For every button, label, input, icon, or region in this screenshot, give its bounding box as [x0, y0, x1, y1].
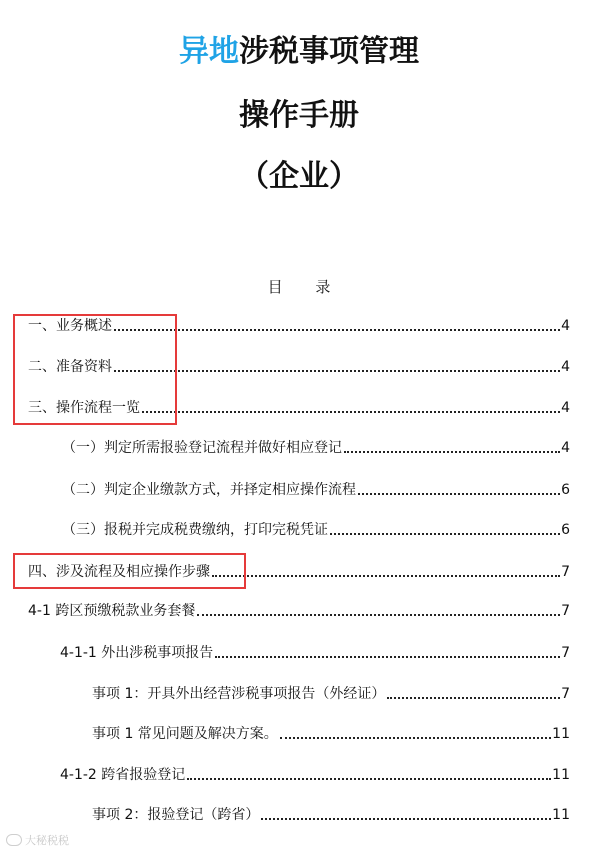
- highlight-box-section-4: [13, 553, 246, 589]
- toc-entry-label: （二）判定企业缴款方式，并择定相应操作流程: [62, 482, 356, 498]
- watermark-text: 大秘税税: [25, 834, 69, 847]
- cloud-icon: [6, 834, 22, 846]
- toc-entry[interactable]: [28, 601, 570, 621]
- toc-entry-label: 4-1-2 跨省报验登记: [60, 767, 186, 783]
- toc-entry-page: 7: [561, 645, 570, 661]
- toc-entry[interactable]: [62, 438, 570, 458]
- toc-entry-page: 4: [561, 318, 570, 334]
- toc-entry-label: 4-1-1 外出涉税事项报告: [60, 645, 214, 661]
- toc-entry-page: 11: [552, 807, 570, 823]
- toc-entry[interactable]: [62, 520, 570, 540]
- toc-entry-label: 三、操作流程一览: [28, 400, 140, 416]
- toc-entry[interactable]: [92, 684, 570, 704]
- toc-entry-page: 11: [552, 726, 570, 742]
- document-title-rest: 涉税事项管理: [239, 34, 419, 69]
- toc-leader-dots: [344, 450, 560, 453]
- toc-entry-page: 6: [561, 522, 570, 538]
- toc-heading: 目 录: [267, 278, 345, 296]
- toc-entry-page: 7: [561, 603, 570, 619]
- toc-leader-dots: [330, 532, 560, 535]
- watermark: [6, 832, 69, 848]
- toc-entry-page: 11: [552, 767, 570, 783]
- toc-entry-page: 4: [561, 440, 570, 456]
- document-title: [0, 32, 598, 72]
- document-subtitle: 操作手册: [239, 98, 359, 133]
- toc-leader-dots: [197, 613, 560, 616]
- highlight-box-sections-1-3: [13, 314, 177, 425]
- toc-entry-page: 6: [561, 482, 570, 498]
- toc-entry[interactable]: [60, 765, 570, 785]
- toc-entry[interactable]: [60, 643, 570, 663]
- toc-entry[interactable]: [62, 480, 570, 500]
- toc-entry[interactable]: [92, 724, 570, 744]
- toc-leader-dots: [114, 369, 560, 372]
- toc-entry-label: 事项 1：开具外出经营涉税事项报告（外经证）: [92, 686, 386, 702]
- document-audience: （企业）: [239, 159, 359, 194]
- toc-entry-label: 事项 2：报验登记（跨省）: [92, 807, 260, 823]
- toc-entry-label: 二、准备资料: [28, 359, 112, 375]
- toc-leader-dots: [187, 777, 551, 780]
- document-title-accent: 异地: [179, 34, 239, 69]
- toc-entry-page: 7: [561, 686, 570, 702]
- toc-entry-label: 四、涉及流程及相应操作步骤: [28, 564, 210, 580]
- toc-leader-dots: [212, 574, 560, 577]
- toc-leader-dots: [387, 696, 560, 699]
- toc-leader-dots: [114, 328, 560, 331]
- toc-entry-label: 事项 1 常见问题及解决方案。: [92, 726, 278, 742]
- toc-leader-dots: [215, 655, 560, 658]
- toc-entry-page: 7: [561, 564, 570, 580]
- toc-entry-label: （三）报税并完成税费缴纳，打印完税凭证: [62, 522, 328, 538]
- toc-entry-label: （一）判定所需报验登记流程并做好相应登记: [62, 440, 342, 456]
- toc-entry[interactable]: [92, 805, 570, 825]
- toc-leader-dots: [142, 410, 560, 413]
- toc-leader-dots: [261, 817, 551, 820]
- toc-entry-label: 一、业务概述: [28, 318, 112, 334]
- toc-entry-page: 4: [561, 400, 570, 416]
- toc-entry-page: 4: [561, 359, 570, 375]
- toc-entry-label: 4-1 跨区预缴税款业务套餐: [28, 603, 196, 619]
- toc-leader-dots: [280, 736, 551, 739]
- toc-leader-dots: [358, 492, 560, 495]
